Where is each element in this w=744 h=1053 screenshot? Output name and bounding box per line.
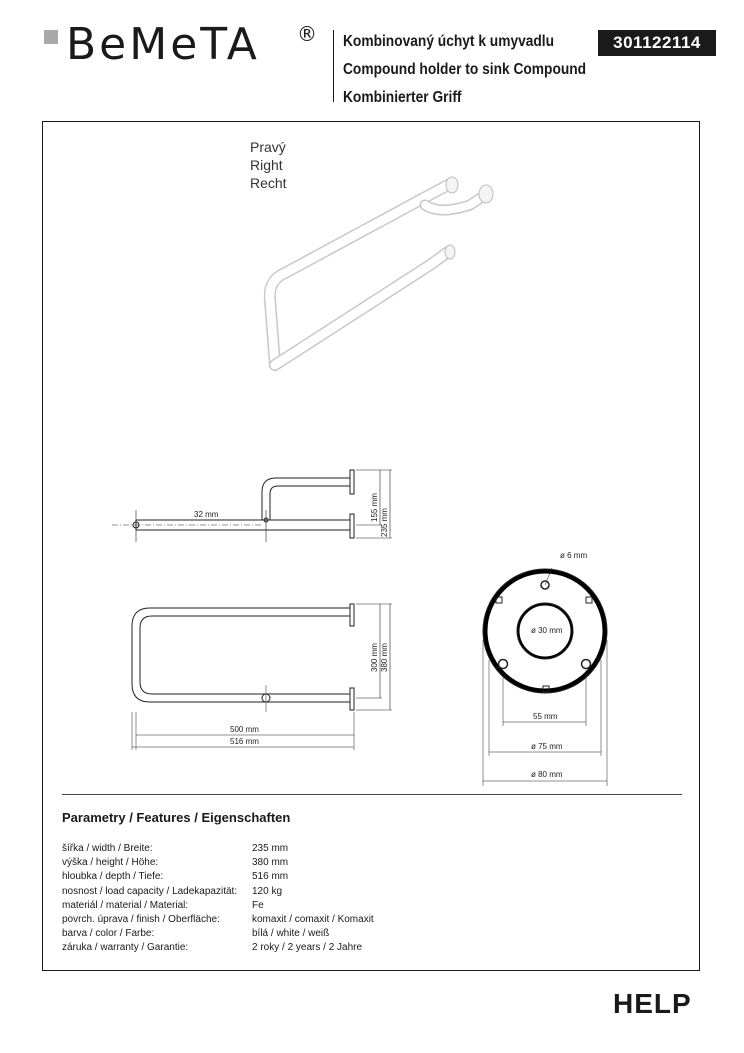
title-english: Compound holder to sink Compound: [343, 61, 587, 78]
variant-german: Recht: [250, 175, 287, 191]
side-height-155-label: 155 mm: [370, 493, 379, 522]
feature-label: šířka / width / Breite:: [62, 843, 153, 854]
feature-row: [62, 927, 374, 941]
feature-label: povrch. úprava / finish / Oberfläche:: [62, 914, 220, 926]
series-name: HELP: [613, 988, 692, 1019]
plate-spacing-label: 55 mm: [533, 712, 558, 721]
top-height-380-label: 380 mm: [380, 643, 389, 672]
variant-czech: Pravý: [250, 139, 286, 155]
title-czech: Kombinovaný úchyt k umyvadlu: [343, 33, 555, 50]
feature-row: [62, 899, 374, 913]
feature-value: 120 kg: [252, 885, 283, 897]
feature-row: [62, 856, 374, 870]
top-height-300-label: 300 mm: [370, 643, 379, 672]
features-title: Parametry / Features / Eigenschaften: [62, 810, 291, 825]
product-illustration: [270, 177, 493, 365]
plate-hole-label: ø 6 mm: [560, 551, 588, 560]
feature-row: [62, 885, 374, 899]
feature-value: 380 mm: [252, 857, 289, 869]
top-view: [132, 604, 392, 750]
title-german: Kombinierter Griff: [343, 89, 462, 106]
wall-plate-view: [483, 568, 607, 786]
feature-row: [62, 913, 374, 927]
feature-label: nosnost / load capacity / Ladekapazität:: [62, 885, 238, 897]
product-code: 301122114: [598, 30, 716, 56]
side-diameter-label: 32 mm: [194, 510, 219, 519]
side-height-235-label: 235 mm: [380, 508, 389, 537]
feature-value: 235 mm: [252, 843, 289, 854]
brand-logo: BeMeTA: [66, 19, 260, 70]
side-view: [112, 470, 392, 542]
top-width-516-label: 516 mm: [230, 737, 259, 746]
feature-label: materiál / material / Material:: [62, 899, 189, 911]
feature-label: hloubka / depth / Tiefe:: [62, 871, 164, 883]
feature-label: záruka / warranty / Garantie:: [62, 942, 189, 954]
plate-outer-label: ø 80 mm: [531, 770, 563, 779]
feature-label: výška / height / Höhe:: [62, 857, 159, 869]
feature-value: 2 roky / 2 years / 2 Jahre: [252, 942, 363, 954]
feature-value: komaxit / comaxit / Komaxit: [252, 914, 374, 926]
features-table: [62, 842, 374, 956]
features-separator: [62, 794, 682, 795]
feature-value: Fe: [252, 899, 264, 911]
feature-row: [62, 842, 374, 856]
feature-row: [62, 941, 374, 955]
feature-value: bílá / white / weiß: [252, 928, 330, 940]
feature-label: barva / color / Farbe:: [62, 928, 155, 940]
registered-mark: ®: [297, 22, 317, 46]
feature-row: [62, 870, 374, 884]
top-width-500-label: 500 mm: [230, 725, 259, 734]
variant-english: Right: [250, 157, 283, 173]
plate-inner-label: ø 30 mm: [531, 626, 563, 635]
feature-value: 516 mm: [252, 871, 289, 883]
plate-mid-label: ø 75 mm: [531, 742, 563, 751]
